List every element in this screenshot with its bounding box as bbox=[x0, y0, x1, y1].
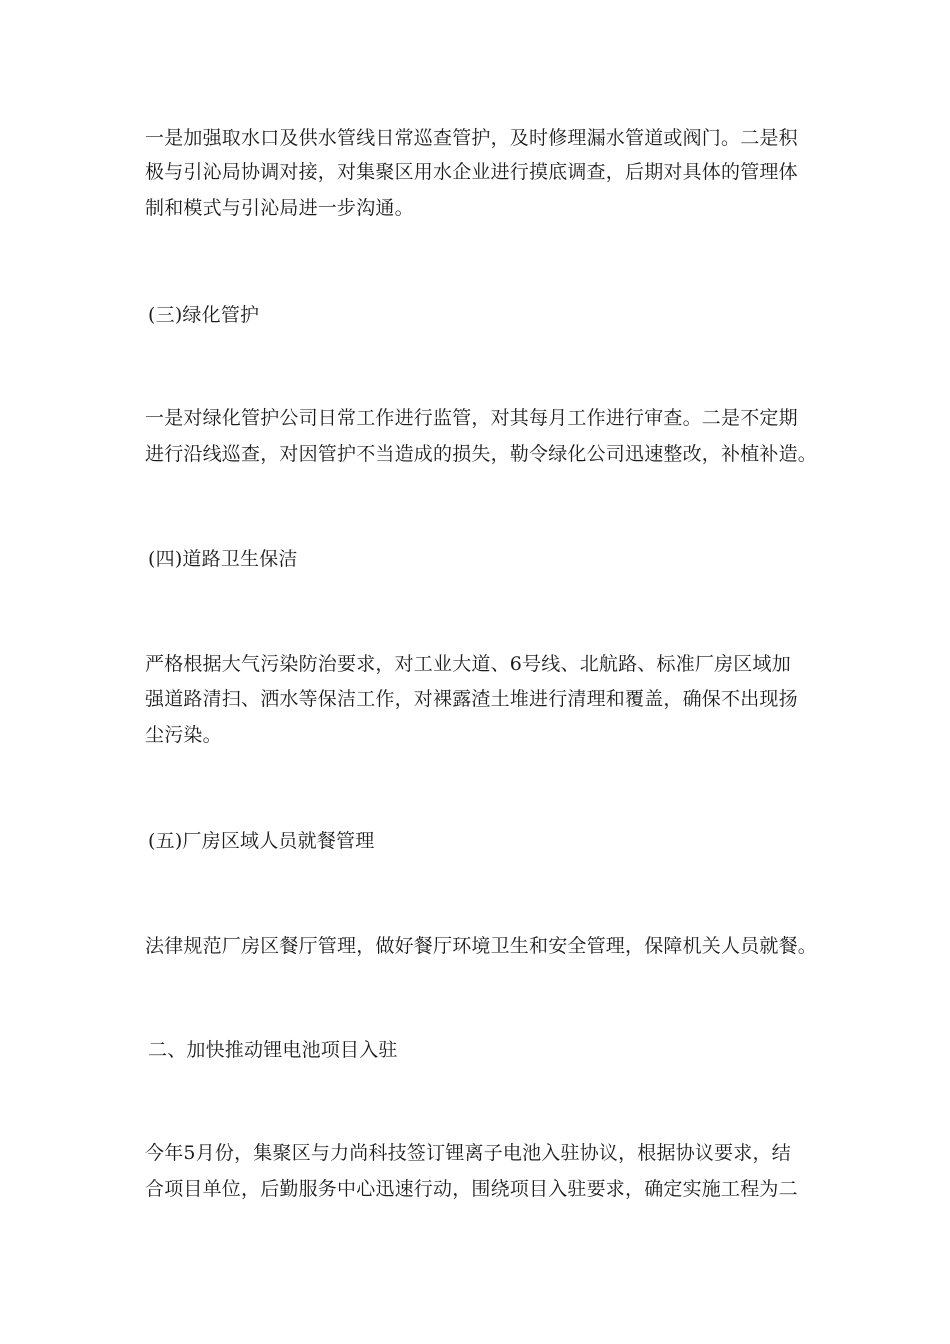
heading-greening: (三)绿化管护 bbox=[148, 304, 260, 326]
heading-battery-project: 二、加快推动锂电池项目入驻 bbox=[148, 1039, 398, 1061]
heading-dining: (五)厂房区域人员就餐管理 bbox=[148, 830, 375, 852]
paragraph-water-line-3: 制和模式与引沁局进一步沟通。 bbox=[145, 197, 414, 219]
paragraph-road-line-2: 强道路清扫、洒水等保洁工作，对裸露渣土堆进行清理和覆盖，确保不出现扬 bbox=[145, 688, 798, 710]
paragraph-dining-line-1: 法律规范厂房区餐厅管理，做好餐厅环境卫生和安全管理，保障机关人员就餐。 bbox=[145, 935, 818, 957]
paragraph-road-line-3: 尘污染。 bbox=[145, 724, 222, 746]
paragraph-water-line-1: 一是加强取水口及供水管线日常巡查管护，及时修理漏水管道或阀门。二是积 bbox=[145, 127, 798, 149]
paragraph-road-line-1: 严格根据大气污染防治要求，对工业大道、6号线、北航路、标准厂房区域加 bbox=[145, 653, 791, 675]
paragraph-water-line-2: 极与引沁局协调对接，对集聚区用水企业进行摸底调查，后期对具体的管理体 bbox=[145, 161, 798, 183]
paragraph-battery-line-2: 合项目单位，后勤服务中心迅速行动，围绕项目入驻要求，确定实施工程为二 bbox=[145, 1178, 798, 1200]
heading-road-cleaning: (四)道路卫生保洁 bbox=[148, 548, 298, 570]
paragraph-greening-line-2: 进行沿线巡查，对因管护不当造成的损失，勒令绿化公司迅速整改，补植补造。 bbox=[145, 443, 818, 465]
paragraph-greening-line-1: 一是对绿化管护公司日常工作进行监管，对其每月工作进行审查。二是不定期 bbox=[145, 407, 798, 429]
paragraph-battery-line-1: 今年5月份，集聚区与力尚科技签订锂离子电池入驻协议，根据协议要求，结 bbox=[145, 1142, 791, 1164]
